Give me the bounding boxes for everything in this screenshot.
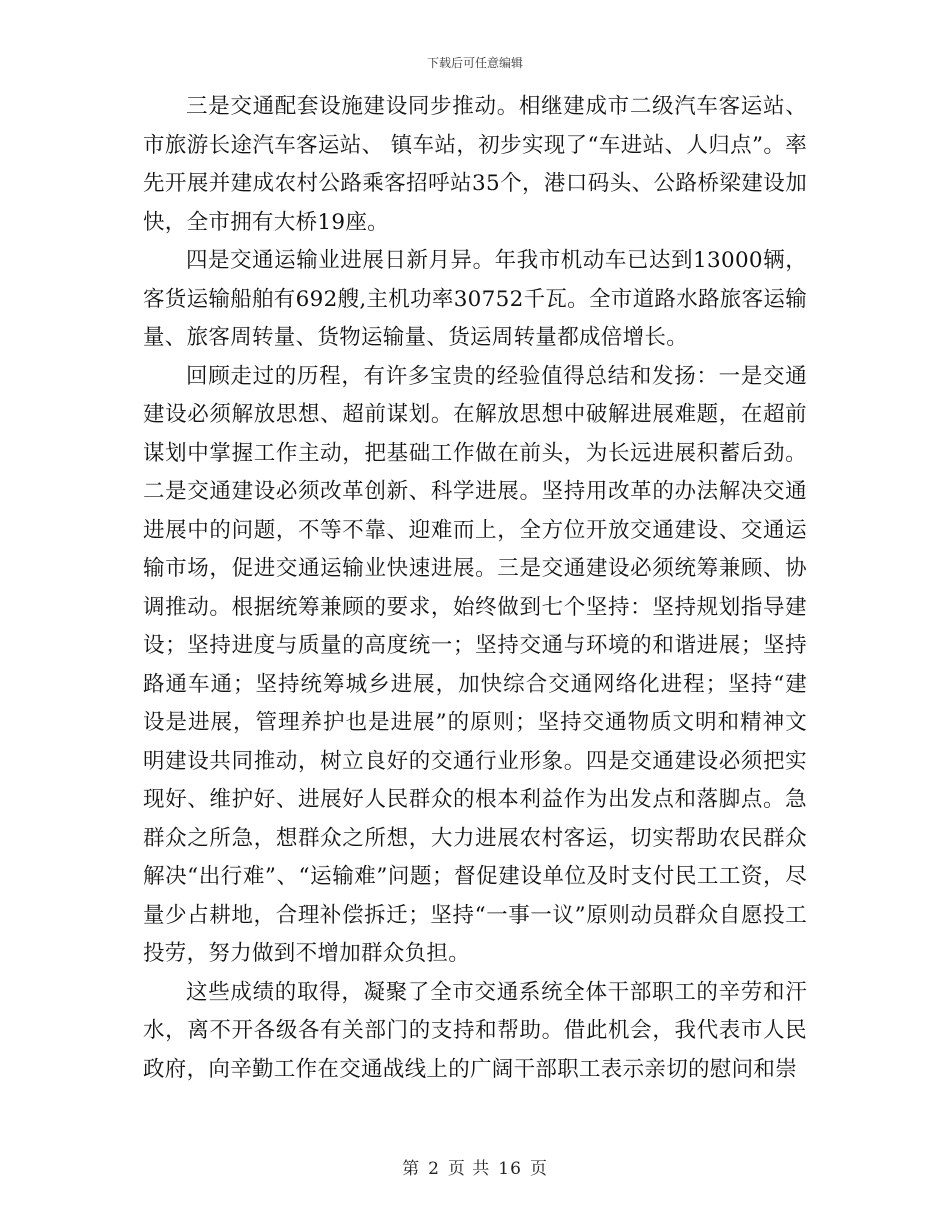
page-header: 下载后可任意编辑: [426, 56, 523, 70]
total-pages-number: 16: [498, 1159, 522, 1179]
paragraph-4: 这些成绩的取得，凝聚了全市交通系统全体干部职工的辛劳和汗水，离不开各级各有关部门的支持和帮助。借此机会，我代表市人民政府，向辛勤工作在交通战线上的广阔干部职工表示亲切的慰问和崇: [143, 979, 807, 1082]
footer-prefix: 第: [402, 1159, 421, 1179]
paragraph-1: 三是交通配套设施建设同步推动。相继建成市二级汽车客运站、市旅游长途汽车客运站、 镇车站，初步实现了“车进站、人归点”。率先开展并建成农村公路乘客招呼站35个，港口码头、公路桥梁建设加快，全市拥有大桥19座。: [143, 94, 807, 235]
footer-suffix: 页: [529, 1159, 548, 1179]
paragraph-2: 四是交通运输业进展日新月异。年我市机动车已达到13000辆，客货运输船舶有692艘,主机功率30752千瓦。全市道路水路旅客运输量、旅客周转量、货物运输量、货运周转量都成倍增长。: [143, 248, 807, 350]
current-page-number: 2: [428, 1159, 440, 1179]
page-footer: [0, 1154, 950, 1179]
document-body: [143, 88, 807, 1089]
footer-middle: 页 共: [447, 1159, 491, 1179]
paragraph-3: 回顾走过的历程，有许多宝贵的经验值得总结和发扬：一是交通建设必须解放思想、超前谋划。在解放思想中破解进展难题，在超前谋划中掌握工作主动，把基础工作做在前头，为长远进展积蓄后劲。二是交通建设必须改革创新、科学进展。坚持用改革的办法解决交通进展中的问题，不等不靠、迎难而上，全方位开放交通建设、交通运输市场，促进交通运输业快速进展。三是交通建设必须统筹兼顾、协调推动。根据统筹兼顾的要求，始终做到七个坚持：坚持规划指导建设；坚持进度与质量的高度统一；坚持交通与环境的和谐进展；坚持路通车通；坚持统筹城乡进展，加快综合交通网络化进程；坚持“建设是进展，管理养护也是进展”的原则；坚持交通物质文明和精神文明建设共同推动，树立良好的交通行业形象。四是交通建设必须把实现好、维护好、进展好人民群众的根本利益作为出发点和落脚点。急群众之所急，想群众之所想，大力进展农村客运，切实帮助农民群众解决“出行难”、“运输难”问题；督促建设单位及时支付民工工资，尽量少占耕地，合理补偿拆迁；坚持“一事一议”原则动员群众自愿投工投劳，努力做到不增加群众负担。: [143, 363, 807, 966]
